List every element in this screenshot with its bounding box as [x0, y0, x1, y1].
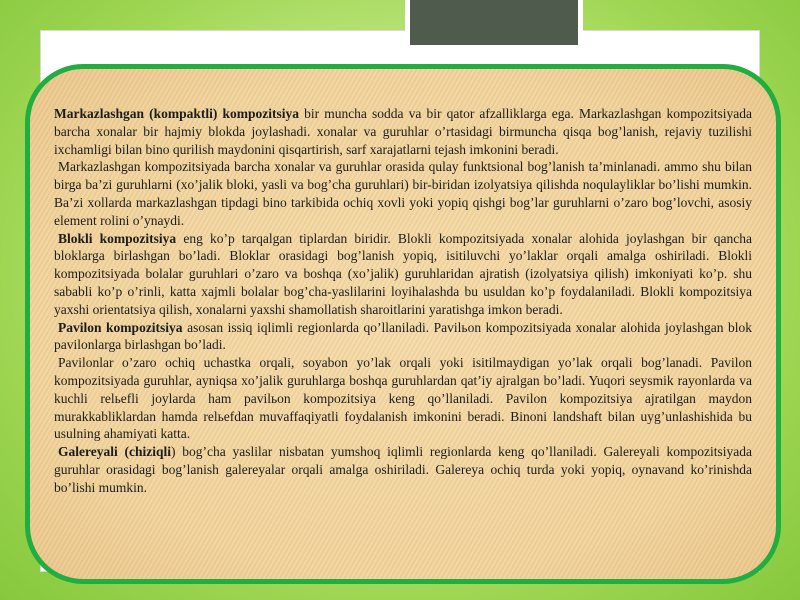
- term-markazlashgan: Markazlashgan (kompaktli) kompozitsiya: [54, 106, 299, 121]
- paragraph-blokli: [54, 230, 752, 319]
- paragraph-markazlashgan: [54, 105, 752, 158]
- content-frame: [25, 64, 781, 584]
- paragraph-text: ) bog’cha yaslilar nisbatan yumshoq iqlimli regionlarda keng qo’llaniladi. Galereyali kompozitsiyada guruhlar orasidagi bog’lanish galereyalar orqali amalga oshiriladi. Galereya ochiq turda yoki yopiq, oynavand ko’rinishda bo’lishi mumkin.: [54, 444, 752, 495]
- paragraph-text: asosan issiq iqlimli regionlarda qo’llaniladi. Pavilьon kompozitsiyada xonalar alohida joylashgan blok pavilonlarga birlashgan bo’ladi.: [54, 319, 752, 353]
- paragraph-text: eng ko’p tarqalgan tiplardan biridir. Blokli kompozitsiyada xonalar alohida joylashgan bir qancha bloklarga birlashgan bo’ladi. Bloklar orasidagi bog’lanish yopiq, isitiluvchi yo’laklar orqali amalga oshiriladi. Blokli kompozitsiyada bolalar guruhlari o’zaro va boshqa (xo’jalik) guruhlaridan ajratish (izolyatsiya qilish) imkoniyati ko’p. shu sababli ko’p o’rinli, katta xajmli bolalar bog’cha-yaslilarini loyihalashda bu usuldan ko’p foydalaniladi. Blokli kompozitsiya yaxshi orientatsiya qilish, xonalarni yaxshi shamollatish sharoitlarini yaratishga imkon beradi.: [54, 230, 752, 317]
- document-body: [54, 105, 752, 497]
- paragraph-markazlashgan-continued: [54, 158, 752, 229]
- paragraph-text: Pavilonlar o’zaro ochiq uchastka orqali, soyabon yo’lak orqali yoki isitilmaydigan yo’lak orqali bog’lanadi. Pavilon kompozitsiyada guruhlar, ayniqsa xo’jalik guruhlarga boshqa guruhlardan qat’iy ajralgan bo’ladi. Yuqori seysmik rayonlarda va kuchli relьefli joylarda ham pavilьon kompozitsiya keng qo’llaniladi. Pavilon kompozitsiya ajratilgan maydon murakkabliklardan hamda relьefdan muvaffaqiyatli foydalanish imkonini beradi. Binoni landshaft bilan uyg’unlashishida bu usulning ahamiyati katta.: [54, 355, 752, 442]
- paragraph-pavilon: [54, 319, 752, 355]
- paragraph-pavilon-continued: [54, 354, 752, 443]
- paragraph-galereyali: [54, 443, 752, 496]
- term-blokli: Blokli kompozitsiya: [58, 230, 177, 246]
- header-dark-tab: [405, 0, 583, 50]
- term-pavilon: Pavilon kompozitsiya: [58, 319, 183, 335]
- term-galereyali: Galereyali (chiziqli: [58, 444, 172, 460]
- paragraph-text: bir muncha sodda va bir qator afzalliklarga ega. Markazlashgan kompozitsiyada barcha xonalar bir hajmiy blokda joylashadi. xonalar va guruhlar o’rtasidagi birmuncha qisqa bog’lanish, rejaviy tuzilishi ixchamligi bilan bino qurilish maydonini qisqartirish, sarf xarajatlarni tejash imkonini beradi.: [54, 106, 752, 157]
- paragraph-text: Markazlashgan kompozitsiyada barcha xonalar va guruhlar orasida qulay funktsional bog’lanish ta’minlanadi. ammo shu bilan birga ba’zi guruhlarni (xo’jalik bloki, yasli va bog’cha guruhlari) bir-biridan izolyatsiya qilishda noqulayliklar bo’lishi mumkin. Ba’zi xollarda markazlashgan tipdagi bino tarkibida ochiq xovli yoki yopiq qishgi bog’lar guruhlarni o’zaro bog’lovchi, asosiy element rolini o’ynaydi.: [54, 159, 752, 228]
